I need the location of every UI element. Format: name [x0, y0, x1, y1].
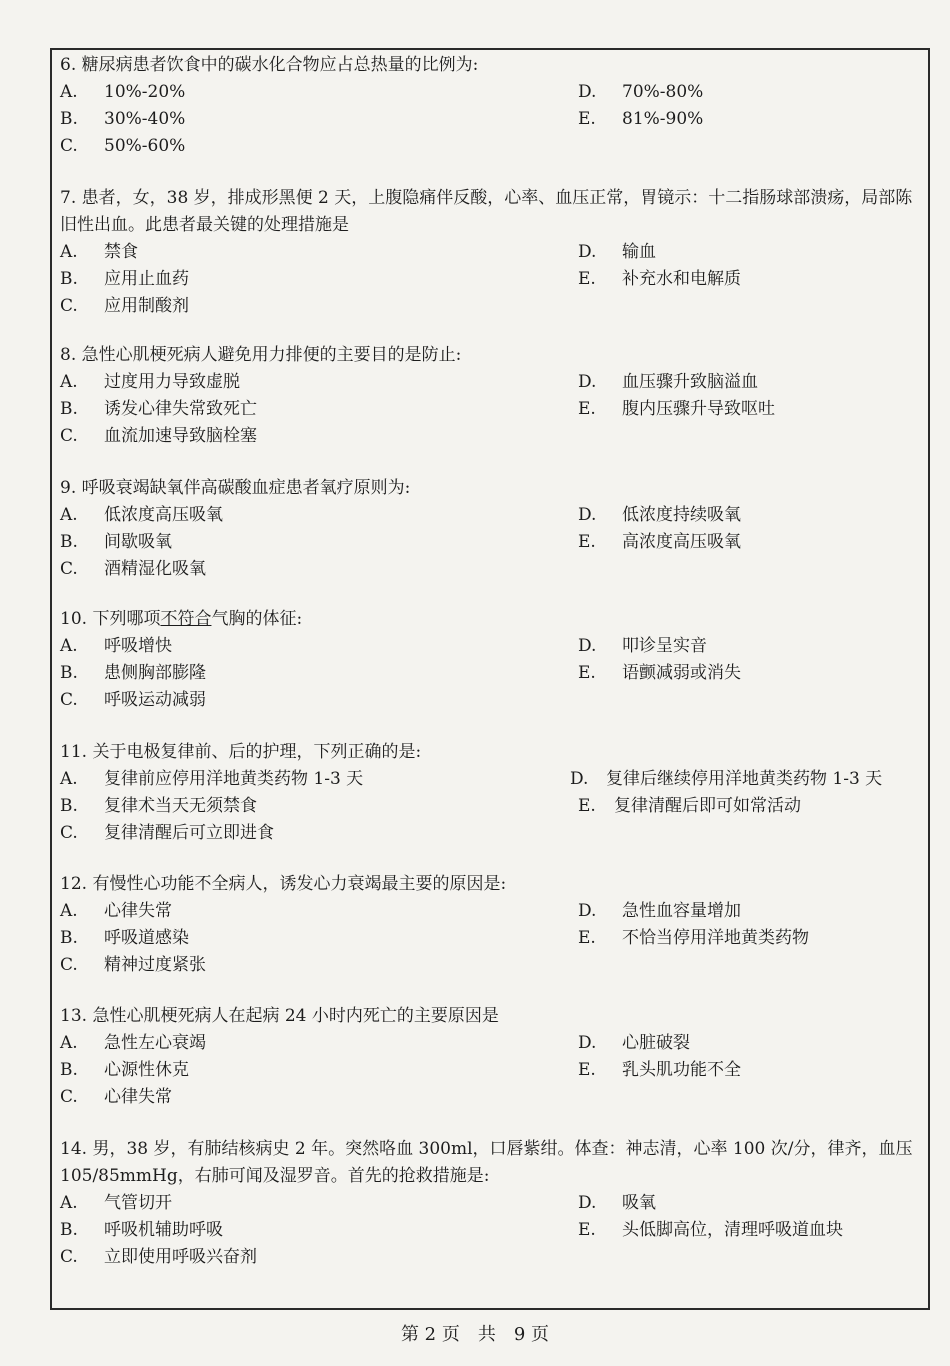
option-b: B. 患侧胸部膨隆 — [60, 663, 206, 683]
question-stem: 6. 糖尿病患者饮食中的碳水化合物应占总热量的比例为: — [60, 55, 479, 75]
option-d: D. 低浓度持续吸氧 — [578, 505, 741, 525]
question-9 — [60, 475, 928, 583]
option-b: B. 间歇吸氧 — [60, 532, 172, 552]
option-b: B. 心源性休克 — [60, 1060, 189, 1080]
option-b: B. 复律术当天无须禁食 — [60, 796, 257, 816]
question-7 — [60, 185, 928, 320]
option-d: D. 急性血容量增加 — [578, 901, 741, 921]
option-a: A. 心律失常 — [60, 901, 172, 921]
option-c: C. 精神过度紧张 — [60, 955, 206, 975]
option-d: D. 血压骤升致脑溢血 — [578, 372, 758, 392]
option-c: C. 应用制酸剂 — [60, 296, 189, 316]
question-13 — [60, 1003, 928, 1111]
option-a: A. 禁食 — [60, 242, 138, 262]
option-e: E. 81%-90% — [578, 109, 704, 129]
option-d: D. 复律后继续停用洋地黄类药物 1-3 天 — [570, 769, 883, 789]
option-a: A. 气管切开 — [60, 1193, 172, 1213]
question-stem: 10. 下列哪项不符合气胸的体征: — [60, 609, 303, 629]
option-c: C. 酒精湿化吸氧 — [60, 559, 206, 579]
option-c: C. 50%-60% — [60, 136, 186, 156]
option-c: C. 心律失常 — [60, 1087, 172, 1107]
question-stem: 14. 男，38 岁，有肺结核病史 2 年。突然咯血 300ml，口唇紫绀。体查：神志清，心率 100 次/分，律齐，血压 105/85mmHg，右肺可闻及湿罗音。首先的抢救措施是: — [60, 1139, 913, 1186]
option-b: B. 30%-40% — [60, 109, 186, 129]
option-d: D. 70%-80% — [578, 82, 704, 102]
question-6 — [60, 52, 928, 160]
option-d: D. 输血 — [578, 242, 656, 262]
option-b: B. 诱发心律失常致死亡 — [60, 399, 257, 419]
question-stem: 9. 呼吸衰竭缺氧伴高碳酸血症患者氧疗原则为: — [60, 478, 411, 498]
option-c: C. 血流加速导致脑栓塞 — [60, 426, 257, 446]
question-11 — [60, 739, 928, 847]
option-e: E. 乳头肌功能不全 — [578, 1060, 741, 1080]
option-d: D. 吸氧 — [578, 1193, 656, 1213]
question-stem: 11. 关于电极复律前、后的护理，下列正确的是: — [60, 742, 422, 762]
page-number: 第 2 页 共 9 页 — [400, 1324, 550, 1345]
question-14 — [60, 1136, 928, 1271]
option-a: A. 急性左心衰竭 — [60, 1033, 206, 1053]
question-12 — [60, 871, 928, 979]
option-a: A. 过度用力导致虚脱 — [60, 372, 240, 392]
question-stem: 7. 患者，女，38 岁，排成形黑便 2 天，上腹隐痛伴反酸，心率、血压正常，胃镜示：十二指肠球部溃疡，局部陈旧性出血。此患者最关键的处理措施是 — [60, 188, 913, 235]
option-e: E. 语颤减弱或消失 — [578, 663, 741, 683]
option-a: A. 10%-20% — [60, 82, 186, 102]
question-10 — [60, 606, 928, 714]
option-e: E. 头低脚高位，清理呼吸道血块 — [578, 1220, 843, 1240]
option-d: D. 叩诊呈实音 — [578, 636, 707, 656]
option-c: C. 呼吸运动减弱 — [60, 690, 206, 710]
question-stem: 12. 有慢性心功能不全病人，诱发心力衰竭最主要的原因是: — [60, 874, 507, 894]
option-e: E. 腹内压骤升导致呕吐 — [578, 399, 775, 419]
option-a: A. 呼吸增快 — [60, 636, 172, 656]
option-a: A. 低浓度高压吸氧 — [60, 505, 223, 525]
option-e: E. 复律清醒后即可如常活动 — [578, 796, 801, 816]
option-b: B. 呼吸机辅助呼吸 — [60, 1220, 223, 1240]
option-a: A. 复律前应停用洋地黄类药物 1-3 天 — [60, 769, 364, 789]
option-e: E. 不恰当停用洋地黄类药物 — [578, 928, 809, 948]
option-b: B. 应用止血药 — [60, 269, 189, 289]
emphasis-underline: 不符合 — [160, 609, 212, 629]
option-b: B. 呼吸道感染 — [60, 928, 189, 948]
option-c: C. 复律清醒后可立即进食 — [60, 823, 274, 843]
question-stem: 8. 急性心肌梗死病人避免用力排便的主要目的是防止: — [60, 345, 462, 365]
question-8 — [60, 342, 928, 450]
option-c: C. 立即使用呼吸兴奋剂 — [60, 1247, 257, 1267]
option-e: E. 高浓度高压吸氧 — [578, 532, 741, 552]
option-d: D. 心脏破裂 — [578, 1033, 690, 1053]
option-e: E. 补充水和电解质 — [578, 269, 741, 289]
question-stem: 13. 急性心肌梗死病人在起病 24 小时内死亡的主要原因是 — [60, 1006, 499, 1026]
